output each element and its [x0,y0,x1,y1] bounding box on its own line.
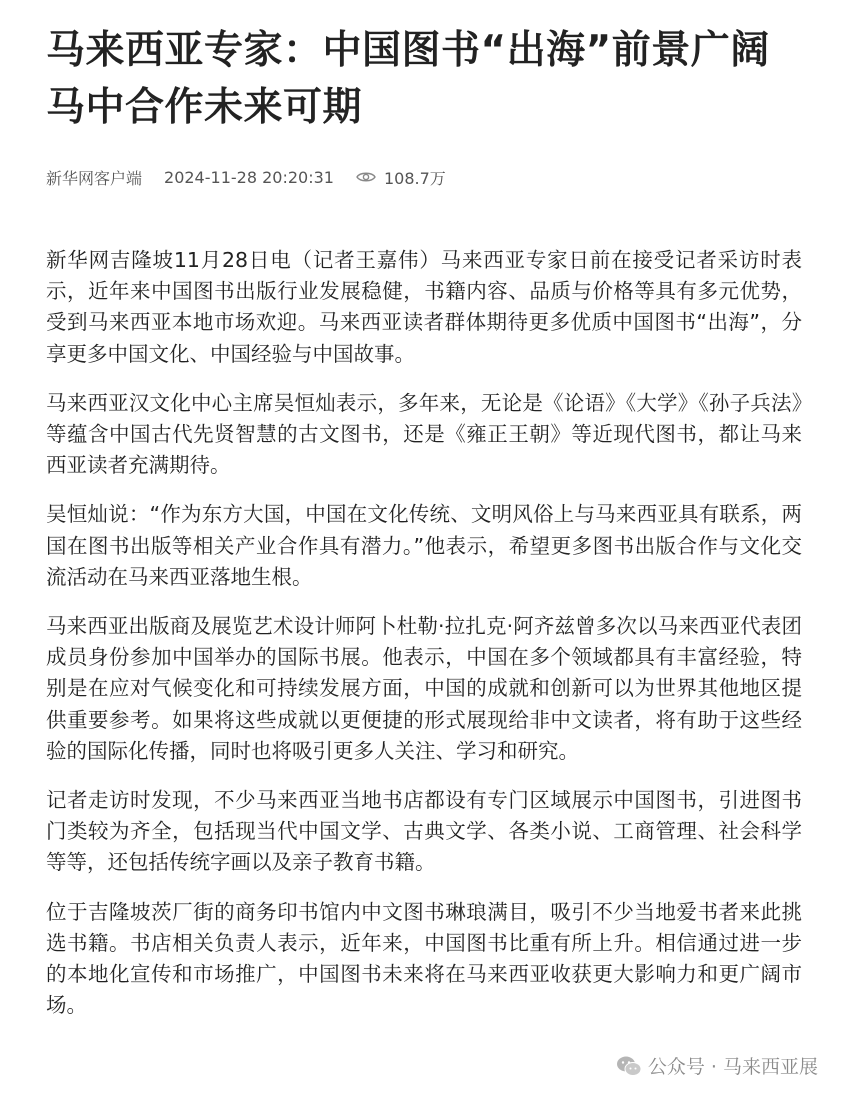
article-meta [46,166,802,188]
source-label: 新华网客户端 [46,168,143,188]
watermark-text: 公众号 · 马来西亚展 [647,1056,818,1078]
paragraph: 位于吉隆坡茨厂街的商务印书馆内中文图书琳琅满目，吸引不少当地爱书者来此挑选书籍。书店相关负责人表示，近年来，中国图书比重有所上升。相信通过进一步的本地化宣传和市场推广，中国图书未来将在马来西亚收获更大影响力和更广阔市场。 [46,899,802,1018]
paragraph: 马来西亚出版商及展览艺术设计师阿卜杜勒·拉扎克·阿齐兹曾多次以马来西亚代表团成员身份参加中国举办的国际书展。他表示，中国在多个领域都具有丰富经验，特别是在应对气候变化和可持续发展方面，中国的成就和创新可以为世界其他地区提供重要参考。如果将这些成就以更便捷的形式展现给非中文读者，将有助于这些经验的国际化传播，同时也将吸引更多人关注、学习和研究。 [46,614,802,763]
watermark [616,1052,818,1079]
paragraph: 马来西亚汉文化中心主席吴恒灿表示，多年来，无论是《论语》《大学》《孙子兵法》等蕴含中国古代先贤智慧的古文图书，还是《雍正王朝》等近现代图书，都让马来西亚读者充满期待。 [46,390,802,478]
wechat-icon [616,1055,642,1077]
view-count [356,166,446,189]
article [46,22,802,1039]
publish-time: 2024-11-28 20:20:31 [164,167,334,187]
eye-icon [356,170,376,184]
article-title: 马来西亚专家：中国图书“出海”前景广阔 马中合作未来可期 [46,28,770,130]
paragraph: 记者走访时发现，不少马来西亚当地书店都设有专门区域展示中国图书，引进图书门类较为齐全，包括现当代中国文学、古典文学、各类小说、工商管理、社会科学等等，还包括传统字画以及亲子教育书籍。 [46,788,802,875]
article-body [46,245,802,1021]
paragraph: 吴恒灿说：“作为东方大国，中国在文化传统、文明风俗上与马来西亚具有联系，两国在图书出版等相关产业合作具有潜力。”他表示，希望更多图书出版合作与文化交流活动在马来西亚落地生根。 [46,502,802,589]
paragraph: 新华网吉隆坡11月28日电（记者王嘉伟）马来西亚专家日前在接受记者采访时表示，近年来中国图书出版行业发展稳健，书籍内容、品质与价格等具有多元优势，受到马来西亚本地市场欢迎。马来西亚读者群体期待更多优质中国图书“出海”，分享更多中国文化、中国经验与中国故事。 [46,248,802,366]
view-count-value: 108.7万 [383,168,446,188]
